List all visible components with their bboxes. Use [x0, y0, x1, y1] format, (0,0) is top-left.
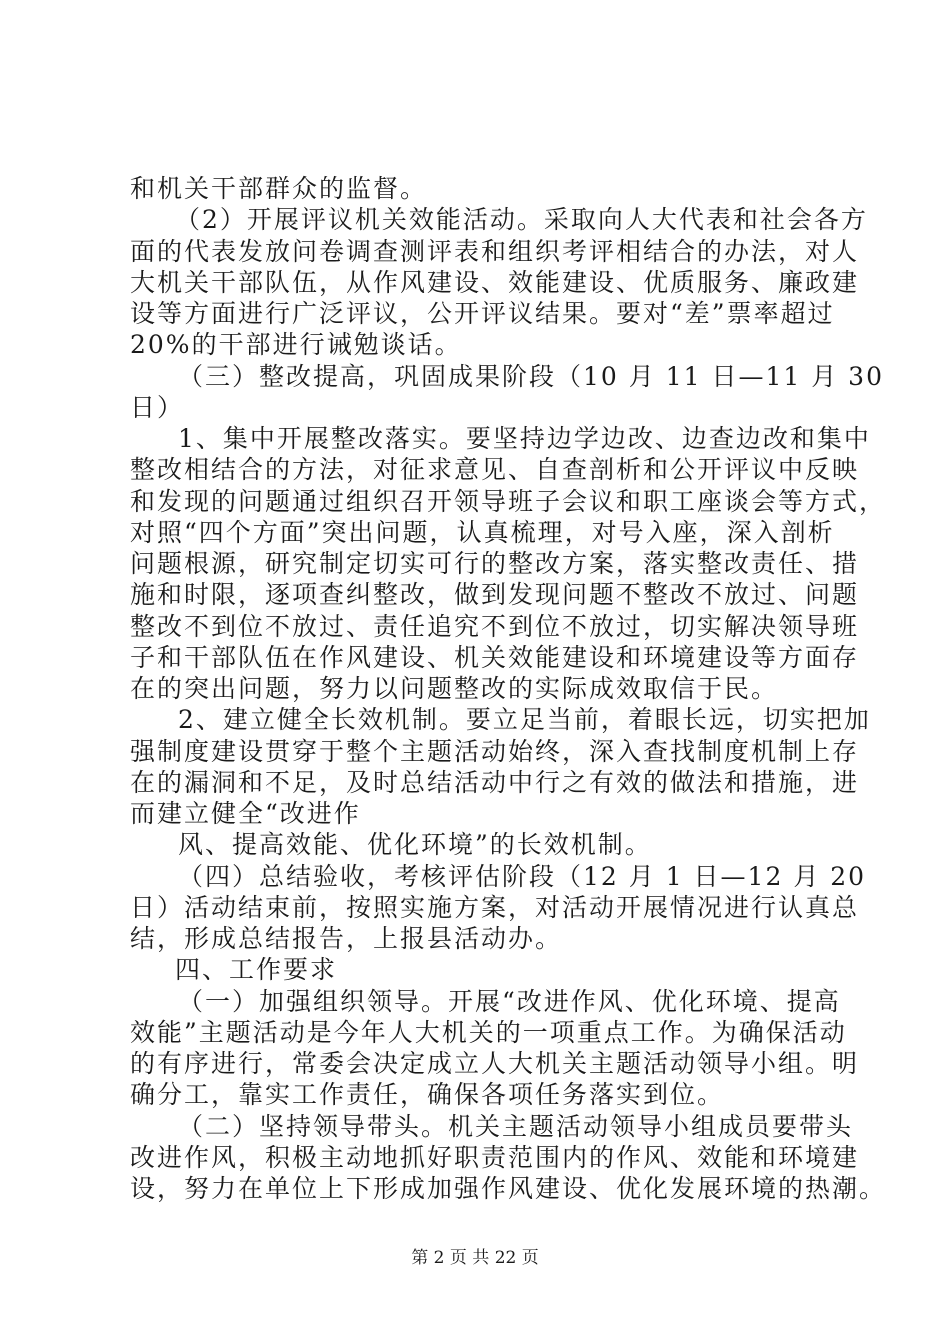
text-line: 在的突出问题，努力以问题整改的实际成效取信于民。	[130, 674, 779, 703]
text-line: 在的漏洞和不足，及时总结活动中行之有效的做法和措施，进	[130, 768, 860, 797]
text-line: 结，形成总结报告，上报县活动办。	[130, 924, 563, 953]
text-line: 20%的干部进行诫勉谈话。	[130, 330, 462, 359]
text-line: 1、集中开展整改落实。要坚持边学边改、边查边改和集中	[178, 424, 871, 453]
text-line: 强制度建设贯穿于整个主题活动始终，深入查找制度机制上存	[130, 737, 860, 766]
section-heading: 四、工作要求	[175, 955, 338, 984]
text-line: 施和时限，逐项查纠整改，做到发现问题不整改不放过、问题	[130, 580, 860, 609]
text-line: 面的代表发放问卷调查测评表和组织考评相结合的办法，对人	[130, 237, 860, 266]
text-line: 和发现的问题通过组织召开领导班子会议和职工座谈会等方式，	[130, 487, 887, 516]
text-line: 子和干部队伍在作风建设、机关效能建设和环境建设等方面存	[130, 643, 860, 672]
text-line: 整改相结合的方法，对征求意见、自查剖析和公开评议中反映	[130, 455, 860, 484]
text-line: 的有序进行，常委会决定成立人大机关主题活动领导小组。明	[130, 1049, 860, 1078]
text-line: 日）	[130, 393, 185, 422]
text-line: （2）开展评议机关效能活动。采取向人大代表和社会各方	[175, 205, 868, 234]
section-heading: （四）总结验收，考核评估阶段（12 月 1 日—12 月 20	[178, 862, 867, 891]
text-line: 和机关干部群众的监督。	[130, 174, 428, 203]
text-line: 而建立健全“改进作	[130, 799, 361, 828]
section-heading: （三）整改提高，巩固成果阶段（10 月 11 日—11 月 30	[178, 362, 884, 391]
page-footer: 第 2 页 共 22 页	[411, 1248, 539, 1268]
text-line: 风、提高效能、优化环境”的长效机制。	[178, 830, 652, 859]
text-line: 改进作风，积极主动地抓好职责范围内的作风、效能和环境建	[130, 1143, 860, 1172]
text-line: 设等方面进行广泛评议，公开评议结果。要对“差”票率超过	[130, 299, 835, 328]
text-line: （一）加强组织领导。开展“改进作风、优化环境、提高	[178, 987, 841, 1016]
text-line: （二）坚持领导带头。机关主题活动领导小组成员要带头	[178, 1112, 854, 1141]
text-line: 对照“四个方面”突出问题，认真梳理，对号入座，深入剖析	[130, 518, 835, 547]
text-line: 日）活动结束前，按照实施方案，对活动开展情况进行认真总	[130, 893, 860, 922]
text-line: 大机关干部队伍，从作风建设、效能建设、优质服务、廉政建	[130, 268, 860, 297]
text-line: 整改不到位不放过、责任追究不到位不放过，切实解决领导班	[130, 612, 860, 641]
text-line: 确分工，靠实工作责任，确保各项任务落实到位。	[130, 1080, 725, 1109]
text-line: 效能”主题活动是今年人大机关的一项重点工作。为确保活动	[130, 1018, 847, 1047]
text-line: 2、建立健全长效机制。要立足当前，着眼长远，切实把加	[178, 705, 871, 734]
text-line: 设，努力在单位上下形成加强作风建设、优化发展环境的热潮。	[130, 1174, 887, 1203]
text-line: 问题根源，研究制定切实可行的整改方案，落实整改责任、措	[130, 549, 860, 578]
